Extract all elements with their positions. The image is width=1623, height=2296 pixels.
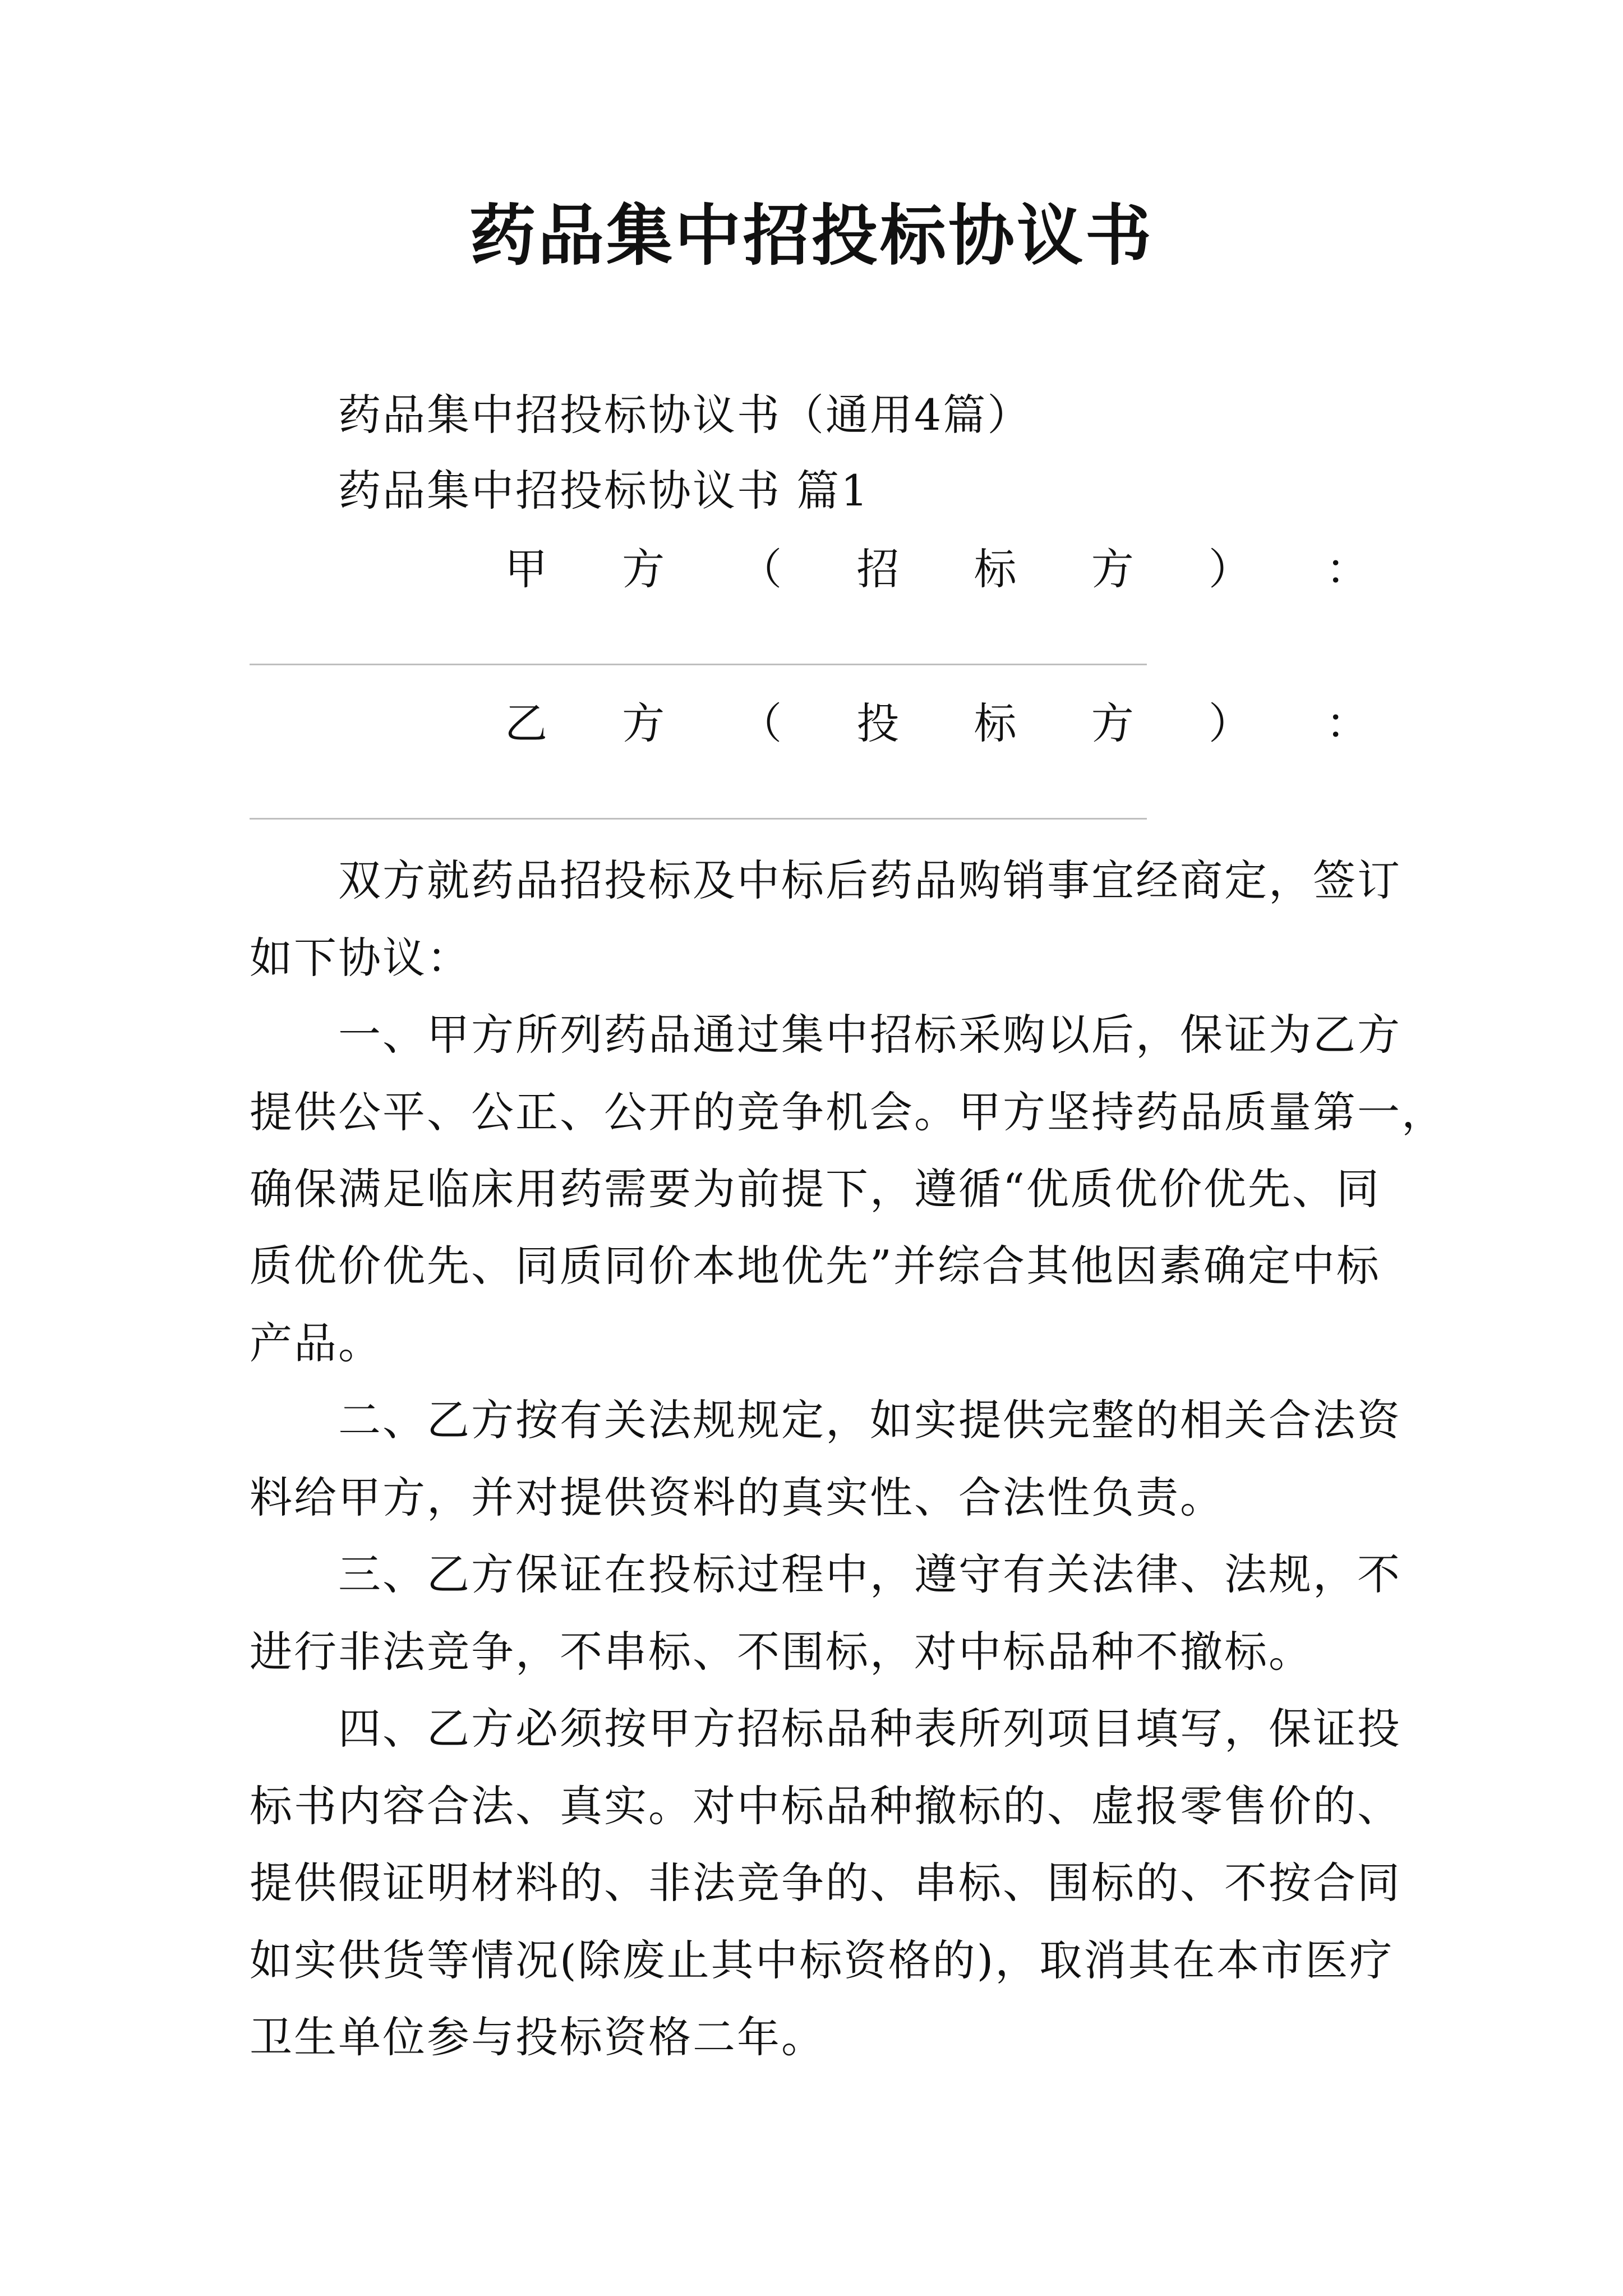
party-b-label [505,696,1368,752]
party-b-char: 方 [622,698,665,748]
paragraph-line: 双方就药品招投标及中标后药品购销事宜经商定，签订 [338,855,1401,905]
paragraph-line: 确保满足临床用药需要为前提下，遵循“优质优价优先、同 [250,1164,1381,1214]
paragraph-line: 如实供货等情况(除废止其中标资格的)，取消其在本市医疗 [250,1935,1394,1985]
paragraph-line: 产品。 [250,1318,382,1368]
paragraph-line: 三、乙方保证在投标过程中，遵守有关法律、法规，不 [338,1549,1401,1599]
party-a-char: 方 [622,544,665,594]
document-title: 药品集中招投标协议书 [469,196,1154,274]
party-b-char: 标 [974,698,1017,748]
paragraph-line: 一、甲方所列药品通过集中招标采购以后，保证为乙方 [338,1010,1401,1060]
paragraph-line: 二、乙方按有关法规规定，如实提供完整的相关合法资 [338,1395,1401,1445]
paragraph-line: 四、乙方必须按甲方招标品种表所列项目填写，保证投 [338,1704,1401,1754]
party-a-label [505,541,1368,597]
party-b-char: （ [739,698,782,748]
paragraph-line: 卫生单位参与投标资格二年。 [250,2012,826,2062]
party-a-char: 甲 [505,544,547,594]
section-heading: 药品集中招投标协议书 篇1 [338,466,870,516]
party-b-char: 投 [856,698,900,748]
paragraph-line: 如下协议： [250,933,471,983]
paragraph-line: 标书内容合法、真实。对中标品种撤标的、虚报零售价的、 [250,1781,1401,1831]
party-b-char: 方 [1091,698,1134,748]
paragraph-line: 提供公平、公正、公开的竞争机会。甲方坚持药品质量第一， [250,1087,1446,1137]
party-a-char: （ [739,544,782,594]
party-a-char: ： [1325,544,1368,594]
paragraph-line: 料给甲方，并对提供资料的真实性、合法性负责。 [250,1473,1224,1522]
party-b-char: ） [1208,698,1251,748]
party-b-char: ： [1325,698,1368,748]
party-b-char: 乙 [505,698,547,748]
party-a-underline [250,664,1147,665]
paragraph-line: 进行非法竞争，不串标、不围标，对中标品种不撤标。 [250,1627,1313,1677]
party-b-underline [250,818,1147,820]
paragraph-line: 质优价优先、同质同价本地优先”并综合其他因素确定中标 [250,1241,1381,1291]
party-a-char: 标 [974,544,1017,594]
document-subtitle: 药品集中招投标协议书（通用4篇） [338,390,1032,440]
party-a-char: 招 [856,544,900,594]
party-a-char: ） [1208,544,1251,594]
party-a-char: 方 [1091,544,1134,594]
paragraph-line: 提供假证明材料的、非法竞争的、串标、围标的、不按合同 [250,1858,1401,1908]
